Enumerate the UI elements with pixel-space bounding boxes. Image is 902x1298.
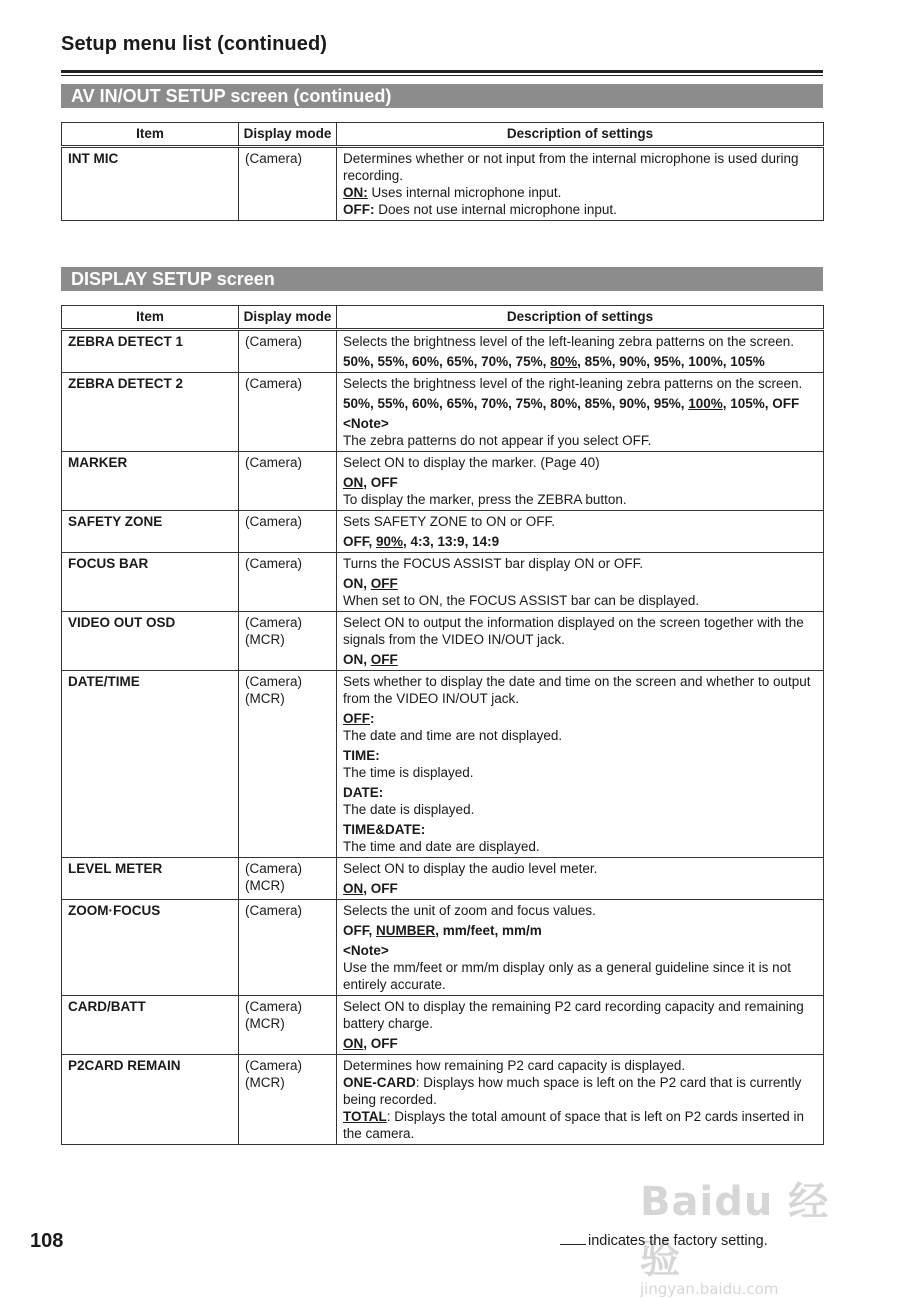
description-text: Determines how remaining P2 card capacity is displayed. <box>343 1058 686 1073</box>
option-total: TOTAL: Displays the total amount of space that is left on P2 cards inserted in the camera. <box>343 1109 804 1141</box>
factory-default: 80% <box>550 354 578 369</box>
table-row <box>62 511 824 553</box>
description-text: Selects the unit of zoom and focus values. <box>343 903 596 918</box>
option-off: OFF: Does not use internal microphone input. <box>343 202 617 217</box>
description-text: Sets SAFETY ZONE to ON or OFF. <box>343 514 556 529</box>
row-mode: (Camera) <box>239 900 337 996</box>
row-description <box>337 330 824 373</box>
column-header-item: Item <box>62 123 239 147</box>
description-text: Select ON to output the information displayed on the screen together with the signals from the VIDEO IN/OUT jack. <box>343 615 804 647</box>
title-rule <box>61 70 823 73</box>
option-values: ON, OFF <box>343 475 398 490</box>
description-text: Sets whether to display the date and time on the screen and whether to output from the VIDEO IN/OUT jack. <box>343 674 811 706</box>
description-text: Selects the brightness level of the right-leaning zebra patterns on the screen. <box>343 376 803 391</box>
description-text: Turns the FOCUS ASSIST bar display ON or OFF. <box>343 556 644 571</box>
row-description <box>337 147 824 221</box>
description-text: Select ON to display the audio level meter. <box>343 861 598 876</box>
table-header-row <box>62 123 824 147</box>
note-label: <Note> <box>343 943 389 958</box>
option-values: ON, OFF <box>343 652 398 667</box>
option-values: 50%, 55%, 60%, 65%, 70%, 75%, 80%, 85%, 90%, 95%, 100%, 105%, OFF <box>343 396 800 411</box>
table-row <box>62 373 824 452</box>
column-header-description: Description of settings <box>337 306 824 330</box>
row-item: P2CARD REMAIN <box>62 1055 239 1145</box>
option-values: 50%, 55%, 60%, 65%, 70%, 75%, 80%, 85%, 90%, 95%, 100%, 105% <box>343 354 765 369</box>
column-header-description: Description of settings <box>337 123 824 147</box>
page-title: Setup menu list (continued) <box>61 33 328 55</box>
display-settings-table <box>61 305 824 1145</box>
row-mode: (Camera) <box>239 147 337 221</box>
row-item: SAFETY ZONE <box>62 511 239 553</box>
row-mode: (Camera) (MCR) <box>239 671 337 858</box>
row-mode: (Camera) (MCR) <box>239 858 337 900</box>
section-header-av: AV IN/OUT SETUP screen (continued) <box>61 84 823 108</box>
table-row <box>62 900 824 996</box>
note-label: <Note> <box>343 416 389 431</box>
row-description <box>337 612 824 671</box>
row-mode: (Camera) <box>239 511 337 553</box>
option-values: ON, OFF <box>343 881 398 896</box>
extra-text: To display the marker, press the ZEBRA button. <box>343 492 627 507</box>
table-header-row <box>62 306 824 330</box>
watermark-url: jingyan.baidu.com <box>640 1280 779 1298</box>
option-off-text: The date and time are not displayed. <box>343 728 563 743</box>
option-off-label: OFF: <box>343 711 375 726</box>
table-row <box>62 553 824 612</box>
av-settings-table <box>61 122 824 221</box>
column-header-item: Item <box>62 306 239 330</box>
row-mode: (Camera) (MCR) <box>239 1055 337 1145</box>
row-mode: (Camera) <box>239 373 337 452</box>
row-mode: (Camera) <box>239 330 337 373</box>
factory-default: ON <box>343 475 364 490</box>
row-mode: (Camera) <box>239 553 337 612</box>
table-row <box>62 147 824 221</box>
factory-default: 90% <box>376 534 404 549</box>
row-mode: (Camera) (MCR) <box>239 612 337 671</box>
option-one-card: ONE-CARD: Displays how much space is left on the P2 card that is currently being recorded. <box>343 1075 802 1107</box>
option-time-label: TIME: <box>343 748 380 763</box>
factory-default: OFF <box>370 652 398 667</box>
row-description <box>337 1055 824 1145</box>
row-item: MARKER <box>62 452 239 511</box>
table-row <box>62 996 824 1055</box>
option-timedate-text: The time and date are displayed. <box>343 839 540 854</box>
table-row <box>62 452 824 511</box>
factory-default: ON <box>343 881 364 896</box>
factory-default: ON <box>343 1036 364 1051</box>
row-item: ZEBRA DETECT 2 <box>62 373 239 452</box>
option-values: ON, OFF <box>343 1036 398 1051</box>
factory-default: NUMBER <box>376 923 436 938</box>
factory-default: OFF <box>343 711 370 726</box>
row-item: INT MIC <box>62 147 239 221</box>
section-header-display: DISPLAY SETUP screen <box>61 267 823 291</box>
column-header-mode: Display mode <box>239 123 337 147</box>
factory-default: TOTAL <box>343 1109 387 1124</box>
row-item: DATE/TIME <box>62 671 239 858</box>
watermark-logo: Baidu 经验 <box>640 1179 830 1282</box>
description-text: Select ON to display the marker. (Page 40) <box>343 455 600 470</box>
row-item: CARD/BATT <box>62 996 239 1055</box>
row-item: ZEBRA DETECT 1 <box>62 330 239 373</box>
underline-sample <box>560 1244 586 1245</box>
option-time-text: The time is displayed. <box>343 765 474 780</box>
row-description <box>337 553 824 612</box>
row-description <box>337 900 824 996</box>
table-row <box>62 330 824 373</box>
page-number: 108 <box>30 1230 64 1252</box>
row-description <box>337 996 824 1055</box>
option-values: ON, OFF <box>343 576 398 591</box>
row-item: FOCUS BAR <box>62 553 239 612</box>
title-rule-thin <box>61 75 823 76</box>
option-values: OFF, 90%, 4:3, 13:9, 14:9 <box>343 534 500 549</box>
row-mode: (Camera) (MCR) <box>239 996 337 1055</box>
row-item: ZOOM·FOCUS <box>62 900 239 996</box>
note-text: Use the mm/feet or mm/m display only as a general guideline since it is not entirely accurate. <box>343 960 791 992</box>
factory-default: OFF <box>370 576 398 591</box>
factory-setting-legend: indicates the factory setting. <box>560 1233 768 1249</box>
option-date-label: DATE: <box>343 785 384 800</box>
row-mode: (Camera) <box>239 452 337 511</box>
option-date-text: The date is displayed. <box>343 802 475 817</box>
table-row <box>62 671 824 858</box>
option-values: OFF, NUMBER, mm/feet, mm/m <box>343 923 542 938</box>
table-row <box>62 858 824 900</box>
extra-text: When set to ON, the FOCUS ASSIST bar can be displayed. <box>343 593 700 608</box>
row-description <box>337 671 824 858</box>
row-item: LEVEL METER <box>62 858 239 900</box>
row-item: VIDEO OUT OSD <box>62 612 239 671</box>
row-description <box>337 373 824 452</box>
option-on: ON: Uses internal microphone input. <box>343 185 562 200</box>
factory-default: 100% <box>688 396 723 411</box>
table-row <box>62 612 824 671</box>
option-timedate-label: TIME&DATE: <box>343 822 426 837</box>
note-text: The zebra patterns do not appear if you select OFF. <box>343 433 652 448</box>
description-text: Selects the brightness level of the left-leaning zebra patterns on the screen. <box>343 334 795 349</box>
row-description <box>337 511 824 553</box>
column-header-mode: Display mode <box>239 306 337 330</box>
row-description <box>337 858 824 900</box>
description-text: Select ON to display the remaining P2 card recording capacity and remaining battery charge. <box>343 999 804 1031</box>
row-description <box>337 452 824 511</box>
table-row <box>62 1055 824 1145</box>
description-text: Determines whether or not input from the internal microphone is used during recording. <box>343 151 799 183</box>
